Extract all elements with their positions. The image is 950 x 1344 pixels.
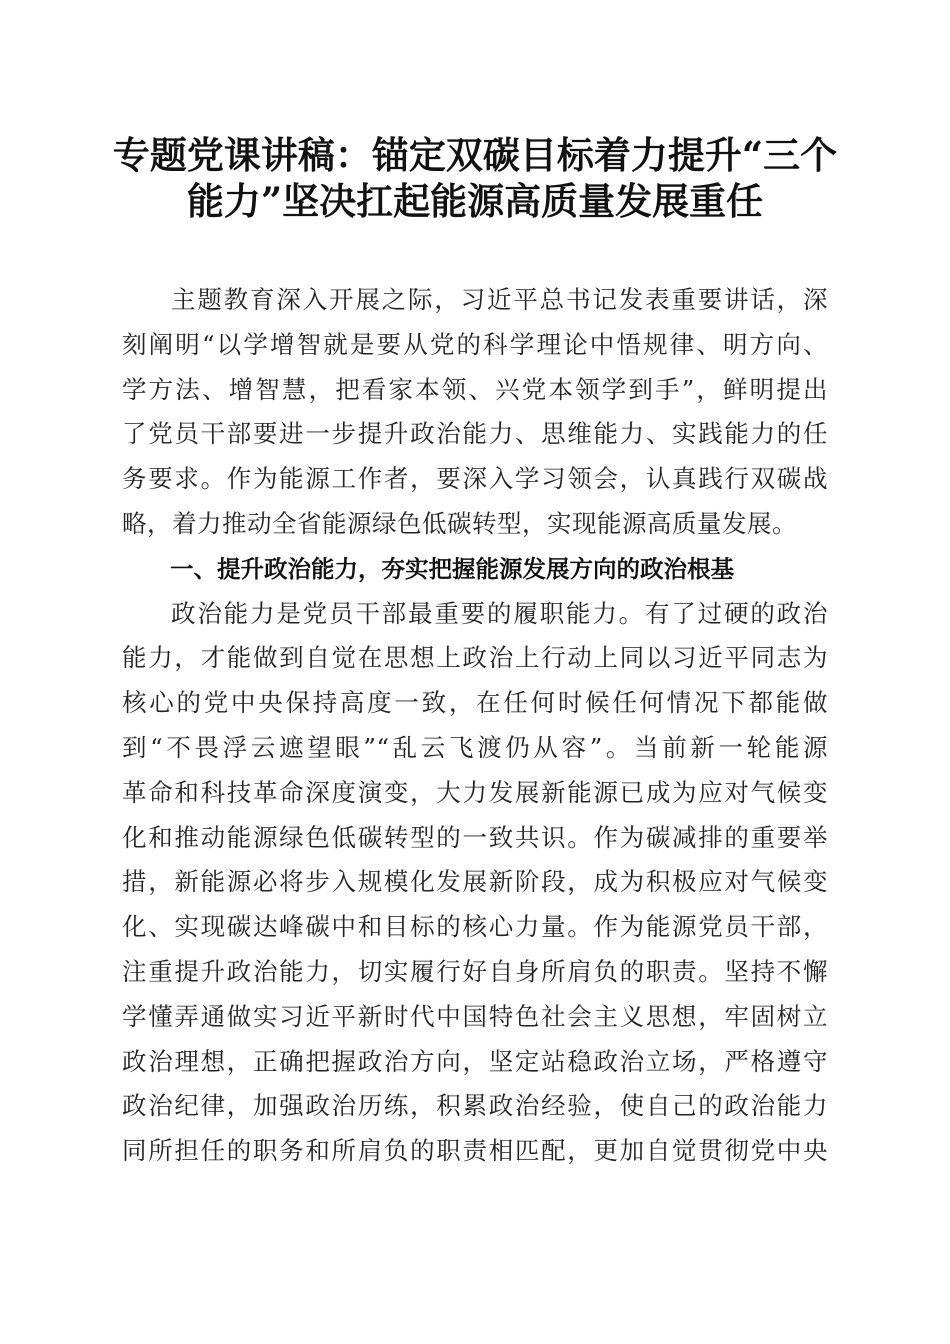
paragraph-line: 学方法、增智慧，把看家本领、兴党本领学到手”，鲜明提出: [122, 374, 828, 404]
paragraph-line: 化、实现碳达峰碳中和目标的核心力量。作为能源党员干部，: [122, 912, 828, 942]
paragraph-line: 到“不畏浮云遮望眼”“乱云飞渡仍从容”。当前新一轮能源: [122, 732, 828, 762]
paragraph-line: 了党员干部要进一步提升政治能力、思维能力、实践能力的任: [122, 419, 828, 449]
paragraph-line: 能力，才能做到自觉在思想上政治上行动上同以习近平同志为: [122, 643, 828, 673]
paragraph-line: 核心的党中央保持高度一致，在任何时候任何情况下都能做: [122, 688, 828, 718]
paragraph-line: 化和推动能源绿色低碳转型的一致共识。作为碳减排的重要举: [122, 822, 828, 852]
document-body: [122, 278, 828, 1174]
paragraph-line: 革命和科技革命深度演变，大力发展新能源已成为应对气候变: [122, 777, 828, 807]
paragraph-line: 政治纪律，加强政治历练，积累政治经验，使自己的政治能力: [122, 1091, 828, 1121]
paragraph-line: 同所担任的职务和所肩负的职责相匹配，更加自觉贯彻党中央: [122, 1136, 828, 1166]
title-line: 专题党课讲稿：锚定双碳目标着力提升“三个: [112, 133, 838, 177]
document-title: [110, 132, 840, 224]
paragraph-line: 略，着力推动全省能源绿色低碳转型，实现能源高质量发展。: [122, 508, 797, 538]
paragraph-line: 政治理想，正确把握政治方向，坚定站稳政治立场，严格遵守: [122, 1046, 828, 1076]
paragraph-line: 刻阐明“以学增智就是要从党的科学理论中悟规律、明方向、: [122, 329, 828, 359]
paragraph-line: 学懂弄通做实习近平新时代中国特色社会主义思想，牢固树立: [122, 1001, 828, 1031]
paragraph-line: 注重提升政治能力，切实履行好自身所肩负的职责。坚持不懈: [122, 956, 828, 986]
paragraph-line: 主题教育深入开展之际，习近平总书记发表重要讲话，深: [171, 285, 828, 314]
section-heading: 一、提升政治能力，夯实把握能源发展方向的政治根基: [170, 554, 734, 583]
paragraph-line: 措，新能源必将步入规模化发展新阶段，成为积极应对气候变: [122, 867, 828, 897]
paragraph-line: 政治能力是党员干部最重要的履职能力。有了过硬的政治: [171, 598, 828, 628]
title-line: 能力”坚决扛起能源高质量发展重任: [186, 179, 764, 223]
paragraph-line: 务要求。作为能源工作者，要深入学习领会，认真践行双碳战: [122, 464, 828, 494]
